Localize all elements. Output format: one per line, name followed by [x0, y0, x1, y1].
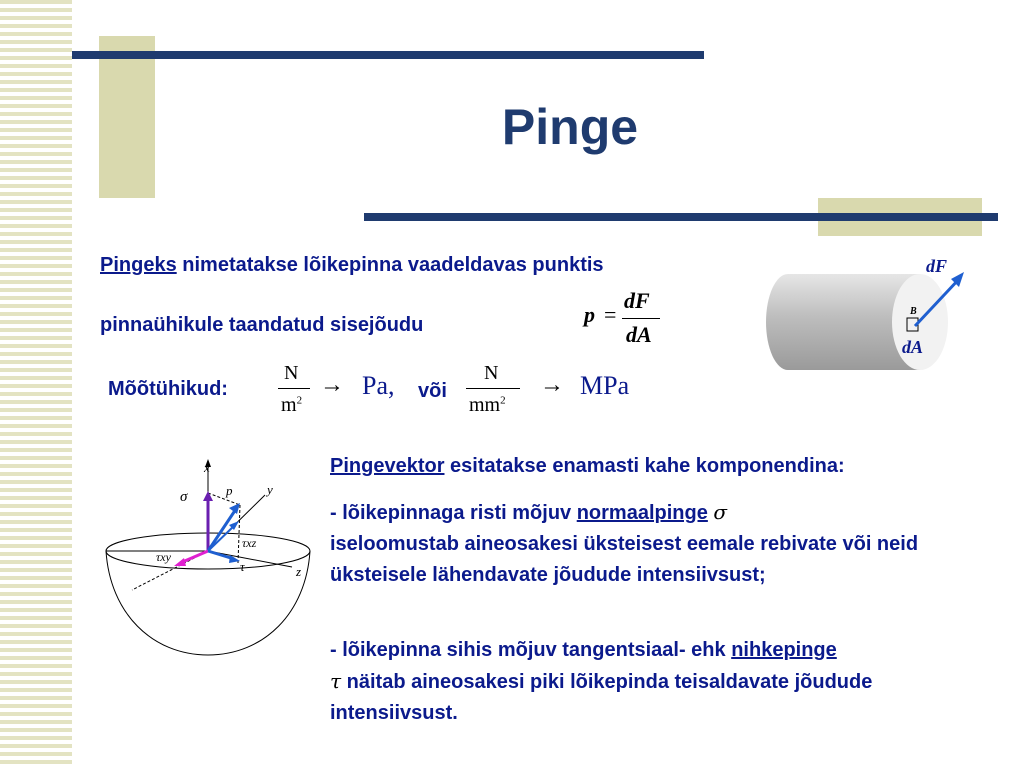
definition-line-1: [100, 254, 604, 277]
cylinder-figure: [760, 252, 970, 377]
tau-symbol: τ: [330, 669, 342, 693]
unit-denominator-2-base: mm: [469, 394, 501, 416]
sigma-arrowhead: [203, 491, 213, 501]
z-axis-label: z: [296, 564, 302, 579]
formula-lhs: p: [584, 302, 595, 327]
normal-stress-paragraph: [330, 497, 1000, 591]
force-label: dF: [926, 256, 948, 276]
unit-arrow-2: →: [540, 372, 564, 398]
normal-stress-prefix: - lõikepinnaga risti mõjuv: [330, 502, 577, 524]
tau-xy-label: τxy: [156, 550, 171, 564]
unit-mpa: MPa: [580, 371, 630, 400]
unit-denominator-2: [469, 394, 506, 417]
y-axis-label: y: [267, 482, 273, 497]
shear-stress-paragraph: [330, 635, 1000, 729]
unit-numerator-1: N: [284, 362, 299, 384]
normal-stress-description: iseloomustab aineosakesi üksteisest eemale rebivate või neid üksteisele lähendavate jõudude intensiivsust;: [330, 533, 919, 586]
unit-denominator-1-base: m: [281, 394, 297, 416]
sigma-symbol: σ: [713, 500, 728, 524]
tau-label: τ: [240, 559, 245, 574]
definition-line-1-rest: nimetatakse lõikepinna vaadeldavas punktis: [176, 254, 604, 276]
shear-stress-description: näitab aineosakesi piki lõikepinda teisaldavate jõudude intensiivsust.: [330, 671, 873, 724]
vector-intro-rest: esitatakse enamasti kahe komponendina:: [444, 455, 845, 477]
right-accent-line: [364, 213, 998, 221]
units-or: või: [418, 380, 447, 402]
unit-exponent-1: 2: [296, 394, 303, 407]
unit-numerator-2: N: [484, 362, 499, 384]
formula-denominator: dA: [626, 322, 652, 347]
hemisphere-outline: [106, 551, 310, 655]
vector-intro: [330, 451, 1000, 482]
formula-equals: =: [604, 302, 617, 327]
tau-xy-arrowhead: [174, 558, 186, 566]
shear-stress-term: nihkepinge: [731, 639, 837, 661]
vector-term: Pingevektor: [330, 455, 445, 477]
unit-pa: Pa,: [362, 371, 395, 400]
normal-stress-term: normaalpinge: [576, 502, 708, 524]
point-label: B: [910, 306, 917, 317]
tau-xz-label: τxz: [242, 536, 257, 550]
hemisphere-figure: [100, 455, 315, 665]
shear-stress-prefix: - lõikepinna sihis mõjuv tangentsiaal- ehk: [330, 639, 732, 661]
definition-term: Pingeks: [100, 254, 177, 276]
p-label: p: [226, 483, 233, 498]
unit-fraction-line-2: [466, 388, 520, 389]
p-vector: [208, 509, 236, 551]
area-label: dA: [902, 337, 924, 357]
top-accent-line: [72, 51, 704, 59]
x-axis-label: x: [204, 460, 210, 475]
slide-title: Pinge: [501, 99, 639, 155]
left-stripe-decoration: [0, 0, 72, 768]
formula-numerator: dF: [624, 288, 650, 313]
top-accent-block: [99, 36, 155, 198]
unit-denominator-1: [281, 394, 302, 417]
units-label: Mõõtühikud:: [108, 378, 228, 400]
projection-line-1: [208, 493, 240, 505]
formula-fraction-line: [622, 318, 660, 319]
sigma-label: σ: [180, 489, 188, 505]
definition-line-2: pinnaühikule taandatud sisejõudu: [100, 314, 424, 336]
unit-fraction-line-1: [278, 388, 310, 389]
unit-exponent-2: 2: [500, 394, 506, 407]
unit-arrow-1: →: [320, 372, 344, 398]
